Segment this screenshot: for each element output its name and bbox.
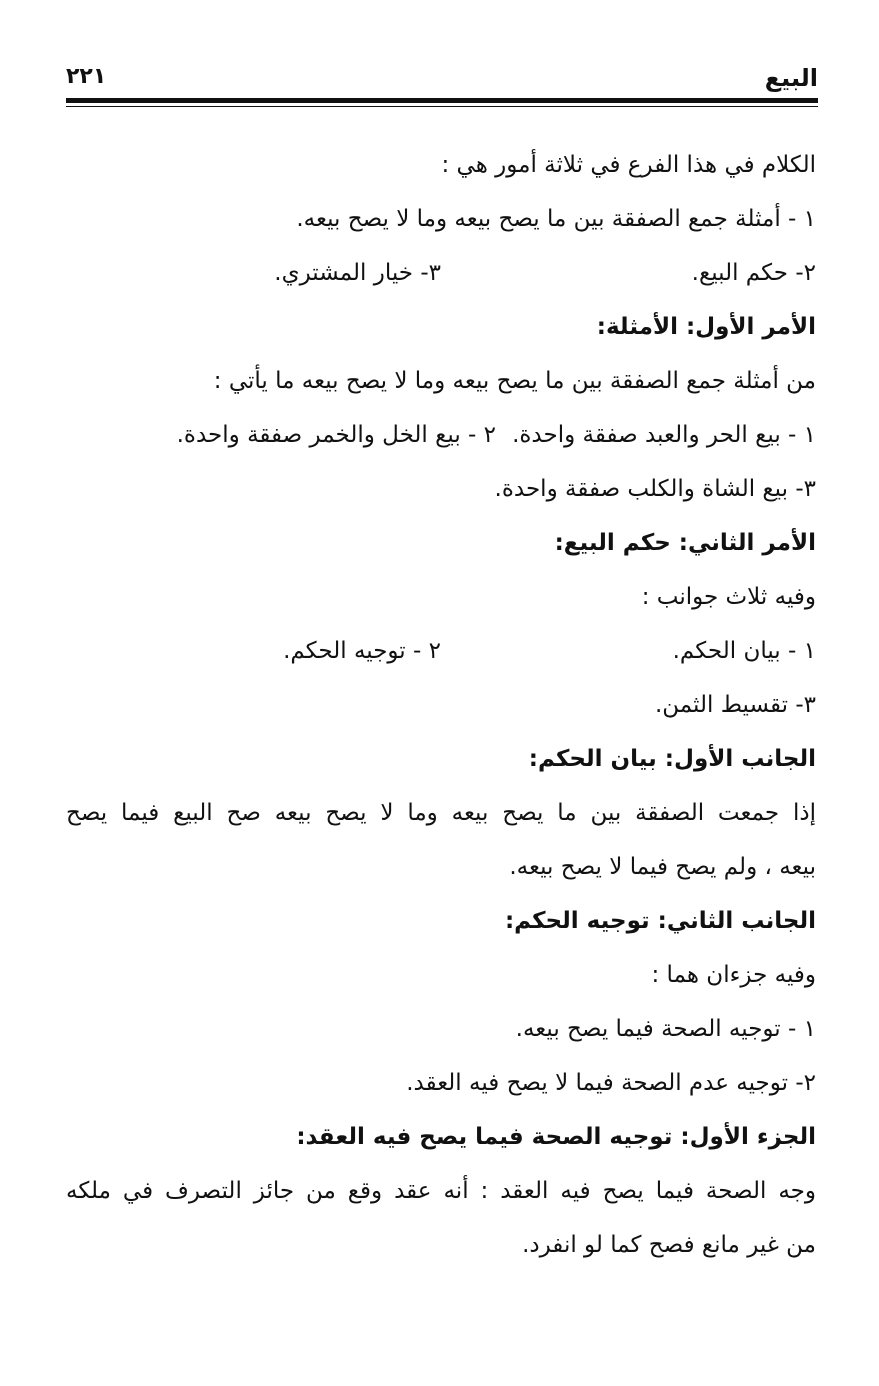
list-row [66,246,816,300]
section-heading: الأمر الثاني: حكم البيع: [554,530,816,556]
list-item: ٣- بيع الشاة والكلب صفقة واحدة. [494,476,816,502]
paragraph: وفيه ثلاث جوانب : [641,584,816,610]
paragraph: وفيه جزءان هما : [651,962,816,988]
header-rule-thin [66,106,818,107]
running-title: البيع [764,64,818,92]
section-heading: الأمر الأول: الأمثلة: [596,314,816,340]
page-header [66,60,818,100]
list-item: ١ - بيع الحر والعبد صفقة واحدة. [512,422,816,448]
page-body [66,138,816,1272]
list-item: ١ - توجيه الصحة فيما يصح بيعه. [515,1016,816,1042]
list-row [66,408,816,462]
subsection-heading: الجانب الثاني: توجيه الحكم: [504,908,816,934]
page-number: ٢٢١ [66,64,107,89]
list-item: ٣- خيار المشتري. [274,260,441,286]
paragraph-line: بيعه ، ولم يصح فيما لا يصح بيعه. [509,854,816,880]
subsection-heading: الجزء الأول: توجيه الصحة فيما يصح فيه العقد: [296,1124,816,1150]
paragraph-line: وجه الصحة فيما يصح فيه العقد : أنه عقد وقع من جائز التصرف في ملكه [66,1178,816,1204]
paragraph-line: إذا جمعت الصفقة بين ما يصح بيعه وما لا يصح بيعه صح البيع فيما يصح [66,800,816,826]
list-item: ٢ - توجيه الحكم. [283,638,441,664]
paragraph-line: من غير مانع فصح كما لو انفرد. [522,1232,816,1258]
list-row [66,624,816,678]
intro-text: الكلام في هذا الفرع في ثلاثة أمور هي : [441,152,816,178]
list-item: ١ - بيان الحكم. [672,638,816,664]
header-rule-thick [66,98,818,103]
list-item: ٢- حكم البيع. [691,260,816,286]
list-item: ٣- تقسيط الثمن. [654,692,816,718]
paragraph: من أمثلة جمع الصفقة بين ما يصح بيعه وما لا يصح بيعه ما يأتي : [213,368,816,394]
list-item: ١ - أمثلة جمع الصفقة بين ما يصح بيعه وما لا يصح بيعه. [296,206,816,232]
list-item: ٢ - بيع الخل والخمر صفقة واحدة. [176,422,496,448]
list-item: ٢- توجيه عدم الصحة فيما لا يصح فيه العقد. [406,1070,816,1096]
subsection-heading: الجانب الأول: بيان الحكم: [528,746,816,772]
